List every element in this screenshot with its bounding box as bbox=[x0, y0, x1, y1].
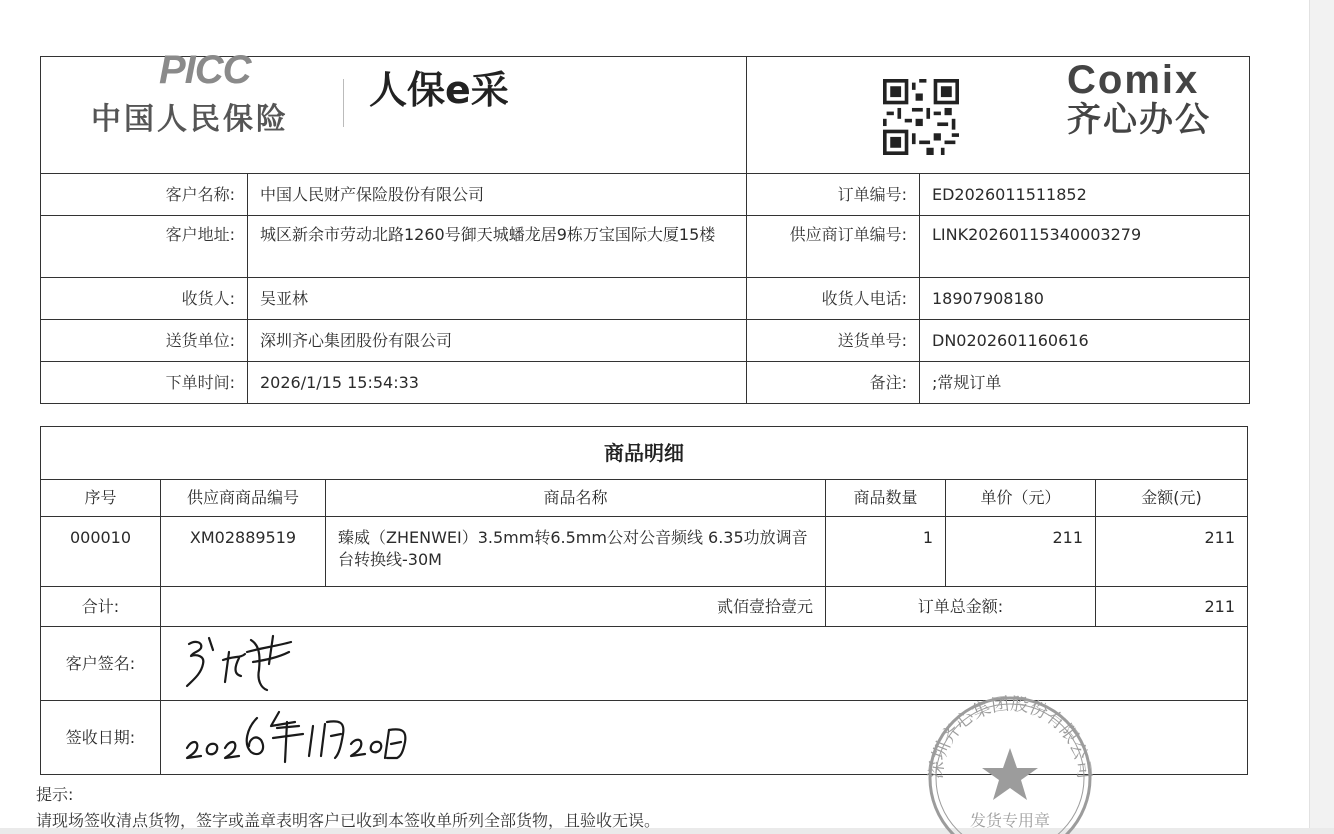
receiver-value: 吴亚林 bbox=[248, 278, 747, 320]
header-right-cell bbox=[747, 57, 1250, 174]
total-in-words: 贰佰壹拾壹元 bbox=[161, 587, 826, 627]
picc-chinese-name: 中国人民保险 bbox=[91, 102, 289, 137]
comix-logo: Comix bbox=[1067, 58, 1200, 102]
notes-title: 提示: bbox=[36, 785, 74, 804]
receiver-phone-value: 18907908180 bbox=[920, 278, 1250, 320]
item-quantity: 1 bbox=[826, 517, 946, 587]
delivery-number-value: DN0202601160616 bbox=[920, 320, 1250, 362]
col-header-amount: 金额(元) bbox=[1096, 480, 1248, 517]
order-time-value: 2026/1/15 15:54:33 bbox=[248, 362, 747, 404]
order-time-label: 下单时间: bbox=[41, 362, 248, 404]
item-unit-price: 211 bbox=[946, 517, 1096, 587]
goods-detail-title: 商品明细 bbox=[41, 427, 1248, 480]
goods-header-row bbox=[41, 480, 1248, 517]
item-amount: 211 bbox=[1096, 517, 1248, 587]
company-seal bbox=[920, 686, 1100, 834]
seal-bottom-text: 发货专用章 bbox=[969, 811, 1051, 830]
handwritten-signature bbox=[181, 630, 321, 692]
customer-sign-label: 客户签名: bbox=[41, 627, 161, 701]
comix-chinese-name: 齐心办公 bbox=[1067, 100, 1211, 140]
info-row bbox=[41, 320, 1250, 362]
total-row bbox=[41, 587, 1248, 627]
delivery-unit-value: 深圳齐心集团股份有限公司 bbox=[248, 320, 747, 362]
header-table bbox=[40, 48, 1250, 174]
col-header-supplier-code: 供应商商品编号 bbox=[161, 480, 326, 517]
supplier-order-number-value: LINK20260115340003279 bbox=[920, 216, 1250, 278]
info-row bbox=[41, 216, 1250, 278]
customer-address-label: 客户地址: bbox=[41, 216, 248, 278]
col-header-seq: 序号 bbox=[41, 480, 161, 517]
seal-text: 深圳齐心集团股份有限公司 bbox=[925, 693, 1095, 780]
customer-name-label: 客户名称: bbox=[41, 174, 248, 216]
scan-edge bbox=[1309, 0, 1334, 834]
item-supplier-code: XM02889519 bbox=[161, 517, 326, 587]
header-left-cell bbox=[41, 48, 747, 174]
receiver-phone-label: 收货人电话: bbox=[747, 278, 920, 320]
order-info-table bbox=[40, 173, 1250, 404]
customer-address-value: 城区新余市劳动北路1260号御天城蟠龙居9栋万宝国际大厦15楼 bbox=[248, 216, 747, 278]
remark-value: ;常规订单 bbox=[920, 362, 1250, 404]
qr-code-icon bbox=[883, 79, 959, 155]
notes-line: 请现场签收清点货物，签字或盖章表明客户已收到本签收单所列全部货物，且验收无误。 bbox=[36, 811, 661, 830]
info-row bbox=[41, 362, 1250, 404]
col-header-quantity: 商品数量 bbox=[826, 480, 946, 517]
logo-divider bbox=[343, 79, 344, 127]
supplier-order-number-label: 供应商订单编号: bbox=[747, 216, 920, 278]
col-header-product-name: 商品名称 bbox=[326, 480, 826, 517]
remark-label: 备注: bbox=[747, 362, 920, 404]
picc-logo: PICC bbox=[159, 48, 251, 92]
info-row bbox=[41, 174, 1250, 216]
delivery-unit-label: 送货单位: bbox=[41, 320, 248, 362]
platform-name: 人保e采 bbox=[369, 68, 509, 112]
info-row bbox=[41, 278, 1250, 320]
col-header-unit-price: 单价（元） bbox=[946, 480, 1096, 517]
delivery-number-label: 送货单号: bbox=[747, 320, 920, 362]
total-label: 合计: bbox=[41, 587, 161, 627]
customer-name-value: 中国人民财产保险股份有限公司 bbox=[248, 174, 747, 216]
notes bbox=[36, 782, 660, 834]
item-seq: 000010 bbox=[41, 517, 161, 587]
order-number-value: ED2026011511852 bbox=[920, 174, 1250, 216]
handwritten-date bbox=[181, 704, 421, 766]
sign-date-label: 签收日期: bbox=[41, 701, 161, 775]
item-product-name: 臻威（ZHENWEI）3.5mm转6.5mm公对公音频线 6.35功放调音台转换线-30M bbox=[326, 517, 826, 587]
order-total-label: 订单总金额: bbox=[826, 587, 1096, 627]
receiver-label: 收货人: bbox=[41, 278, 248, 320]
table-row bbox=[41, 517, 1248, 587]
order-number-label: 订单编号: bbox=[747, 174, 920, 216]
order-total-value: 211 bbox=[1096, 587, 1248, 627]
